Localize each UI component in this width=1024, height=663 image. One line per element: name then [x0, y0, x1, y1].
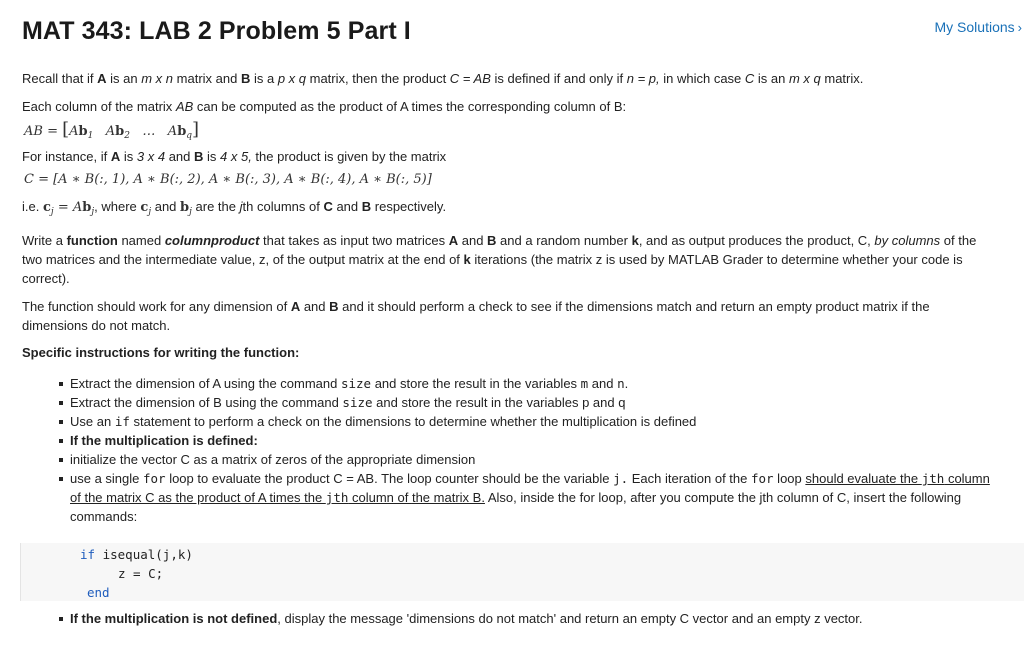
list-item: use a single for loop to evaluate the product C = AB. The loop counter should be the variable j. Each iteration of the for loop should evaluate the jth column of the matrix C as the product of A times the jth column of the matrix B. Also, inside the for loop, after you compute the jth column of C, insert the following commands:: [70, 471, 990, 524]
code-line: end: [87, 585, 110, 600]
code-line: z = C;: [118, 566, 164, 581]
list-item: If the multiplication is defined:: [70, 431, 990, 450]
ie-paragraph: i.e. $c_j = Ab_j$, where $c_j$ and $b_j$ are the jth columns of C and B respectively.: [22, 199, 447, 217]
my-solutions-label: My Solutions: [934, 19, 1015, 35]
specific-instructions-heading: Specific instructions for writing the function:: [22, 345, 300, 360]
list-item: Extract the dimension of A using the command size and store the result in the variables m and n.: [70, 374, 990, 393]
list-item: If the multiplication is not defined, display the message 'dimensions do not match' and return an empty C vector and an empty z vector.: [70, 609, 990, 628]
code-line: if isequal(j,k): [80, 547, 193, 562]
instructions-list-continued: [22, 609, 990, 628]
dimensions-paragraph: The function should work for any dimension of A and B and it should perform a check to see if the dimensions match and return an empty product matrix if the dimensions do not match.: [22, 299, 930, 333]
list-item: Use an if statement to perform a check on the dimensions to determine whether the multiplication is defined: [70, 412, 990, 431]
recall-paragraph: Recall that if A is an m x n matrix and B is a p x q matrix, then the product C = AB is defined if and only if n = p, in which case C is an m x q matrix.: [22, 71, 864, 86]
equation-c-columns: C = [A ∗ B(:, 1), A ∗ B(:, 2), A ∗ B(:, 3), A ∗ B(:, 4), A ∗ B(:, 5)]: [24, 172, 432, 187]
list-item: initialize the vector C as a matrix of zeros of the appropriate dimension: [70, 450, 990, 469]
list-item: Extract the dimension of B using the command size and store the result in the variables p and q: [70, 393, 990, 412]
page-title: MAT 343: LAB 2 Problem 5 Part I: [22, 17, 411, 45]
write-function-paragraph: Write a function named columnproduct that takes as input two matrices A and B and a random number k, and as output produces the product, C, by columns of the two matrices and the intermediate value, z, of the output matrix at the end of k iterations (the matrix z is used by MATLAB Grader to determine whether your code is correct).: [22, 233, 977, 286]
chevron-right-icon: ›: [1017, 20, 1022, 35]
instructions-list: [22, 374, 990, 526]
problem-description: [22, 69, 990, 628]
instance-paragraph: For instance, if A is 3 x 4 and B is 4 x 5, the product is given by the matrix: [22, 149, 447, 164]
equation-ab-columns: AB = [$Ab_1$ $Ab_2$ … $Ab_q$]: [24, 119, 200, 141]
code-block: [20, 543, 1024, 601]
each-column-paragraph: Each column of the matrix AB can be computed as the product of A times the corresponding column of B:: [22, 99, 627, 114]
my-solutions-link[interactable]: [935, 19, 1023, 35]
